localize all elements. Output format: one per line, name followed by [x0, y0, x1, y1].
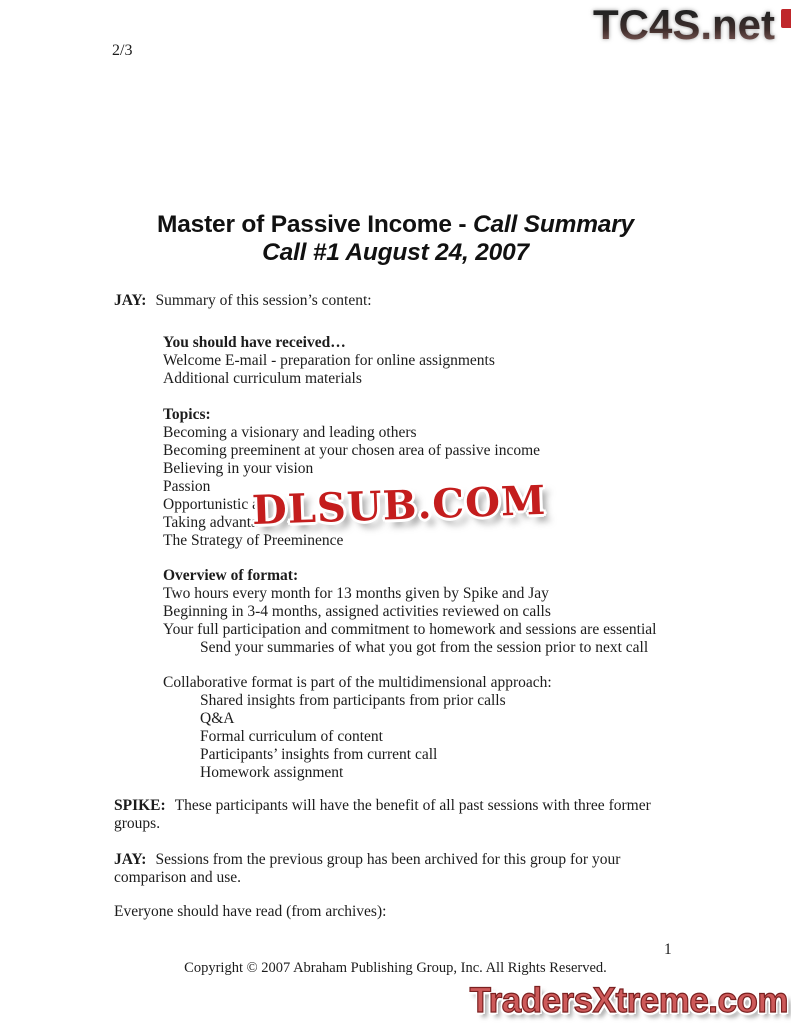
title-line1-regular: Master of Passive Income -: [157, 211, 473, 238]
paragraph-text: Summary of this session’s content:: [155, 292, 372, 309]
paragraph-spike: [114, 797, 651, 833]
paragraph-text: groups.: [114, 815, 161, 832]
sheet-indicator: 2/3: [112, 42, 133, 59]
section-received: [163, 334, 495, 388]
text-line-indented: Send your summaries of what you got from the session prior to next call: [200, 639, 649, 656]
section-heading: Topics:: [163, 406, 211, 423]
text-line: Taking advanta: [163, 514, 258, 531]
dlsub-watermark-logo: DLSUB.COM: [251, 476, 548, 535]
speaker-label: JAY:: [114, 851, 147, 868]
page-number: 1: [664, 941, 672, 958]
text-line: Collaborative format is part of the multidimensional approach:: [163, 674, 552, 691]
text-line: The Strategy of Preeminence: [163, 532, 344, 549]
text-line: Becoming preeminent at your chosen area of passive income: [163, 442, 541, 459]
text-line: Beginning in 3-4 months, assigned activities reviewed on calls: [163, 603, 551, 620]
text-line: Your full participation and commitment to homework and sessions are essential: [163, 621, 657, 638]
list-item: Shared insights from participants from prior calls: [200, 692, 506, 709]
title-line2: Call #1 August 24, 2007: [262, 239, 529, 266]
text-line: Believing in your vision: [163, 460, 314, 477]
text-line: Becoming a visionary and leading others: [163, 424, 417, 441]
tradersxtreme-watermark-logo: TradersXtreme.com: [469, 981, 788, 1020]
paragraph-jay: [114, 851, 620, 887]
text-line: Passion: [163, 478, 211, 495]
speaker-label: SPIKE:: [114, 797, 166, 814]
title-line1-italic: Call Summary: [472, 211, 634, 238]
paragraph-closing: [114, 903, 386, 921]
list-item: Participants’ insights from current call: [200, 746, 438, 763]
document-title: [0, 211, 791, 267]
list-item: Q&A: [200, 710, 235, 727]
section-collaborative: [163, 674, 552, 782]
text-line: Additional curriculum materials: [163, 370, 362, 387]
red-edge-mark: [781, 9, 791, 28]
section-heading: You should have received…: [163, 334, 346, 351]
paragraph-text: Sessions from the previous group has been archived for this group for your: [155, 851, 621, 868]
speaker-label: JAY:: [114, 292, 147, 309]
list-item: Homework assignment: [200, 764, 344, 781]
section-heading: Overview of format:: [163, 567, 299, 584]
paragraph-text: These participants will have the benefit of all past sessions with three former: [174, 797, 651, 814]
text-line: Welcome E-mail - preparation for online assignments: [163, 352, 495, 369]
section-overview: [163, 567, 656, 657]
paragraph-text: comparison and use.: [114, 869, 241, 886]
tc4s-watermark-logo: TC4S.net: [592, 1, 775, 48]
text-line: Opportunistic a: [163, 496, 259, 513]
list-item: Formal curriculum of content: [200, 728, 383, 745]
copyright-line: Copyright © 2007 Abraham Publishing Group, Inc. All Rights Reserved.: [184, 960, 607, 976]
paragraph-jay-intro: [114, 292, 372, 310]
text-line: Two hours every month for 13 months given by Spike and Jay: [163, 585, 549, 602]
paragraph-text: Everyone should have read (from archives):: [114, 903, 387, 920]
